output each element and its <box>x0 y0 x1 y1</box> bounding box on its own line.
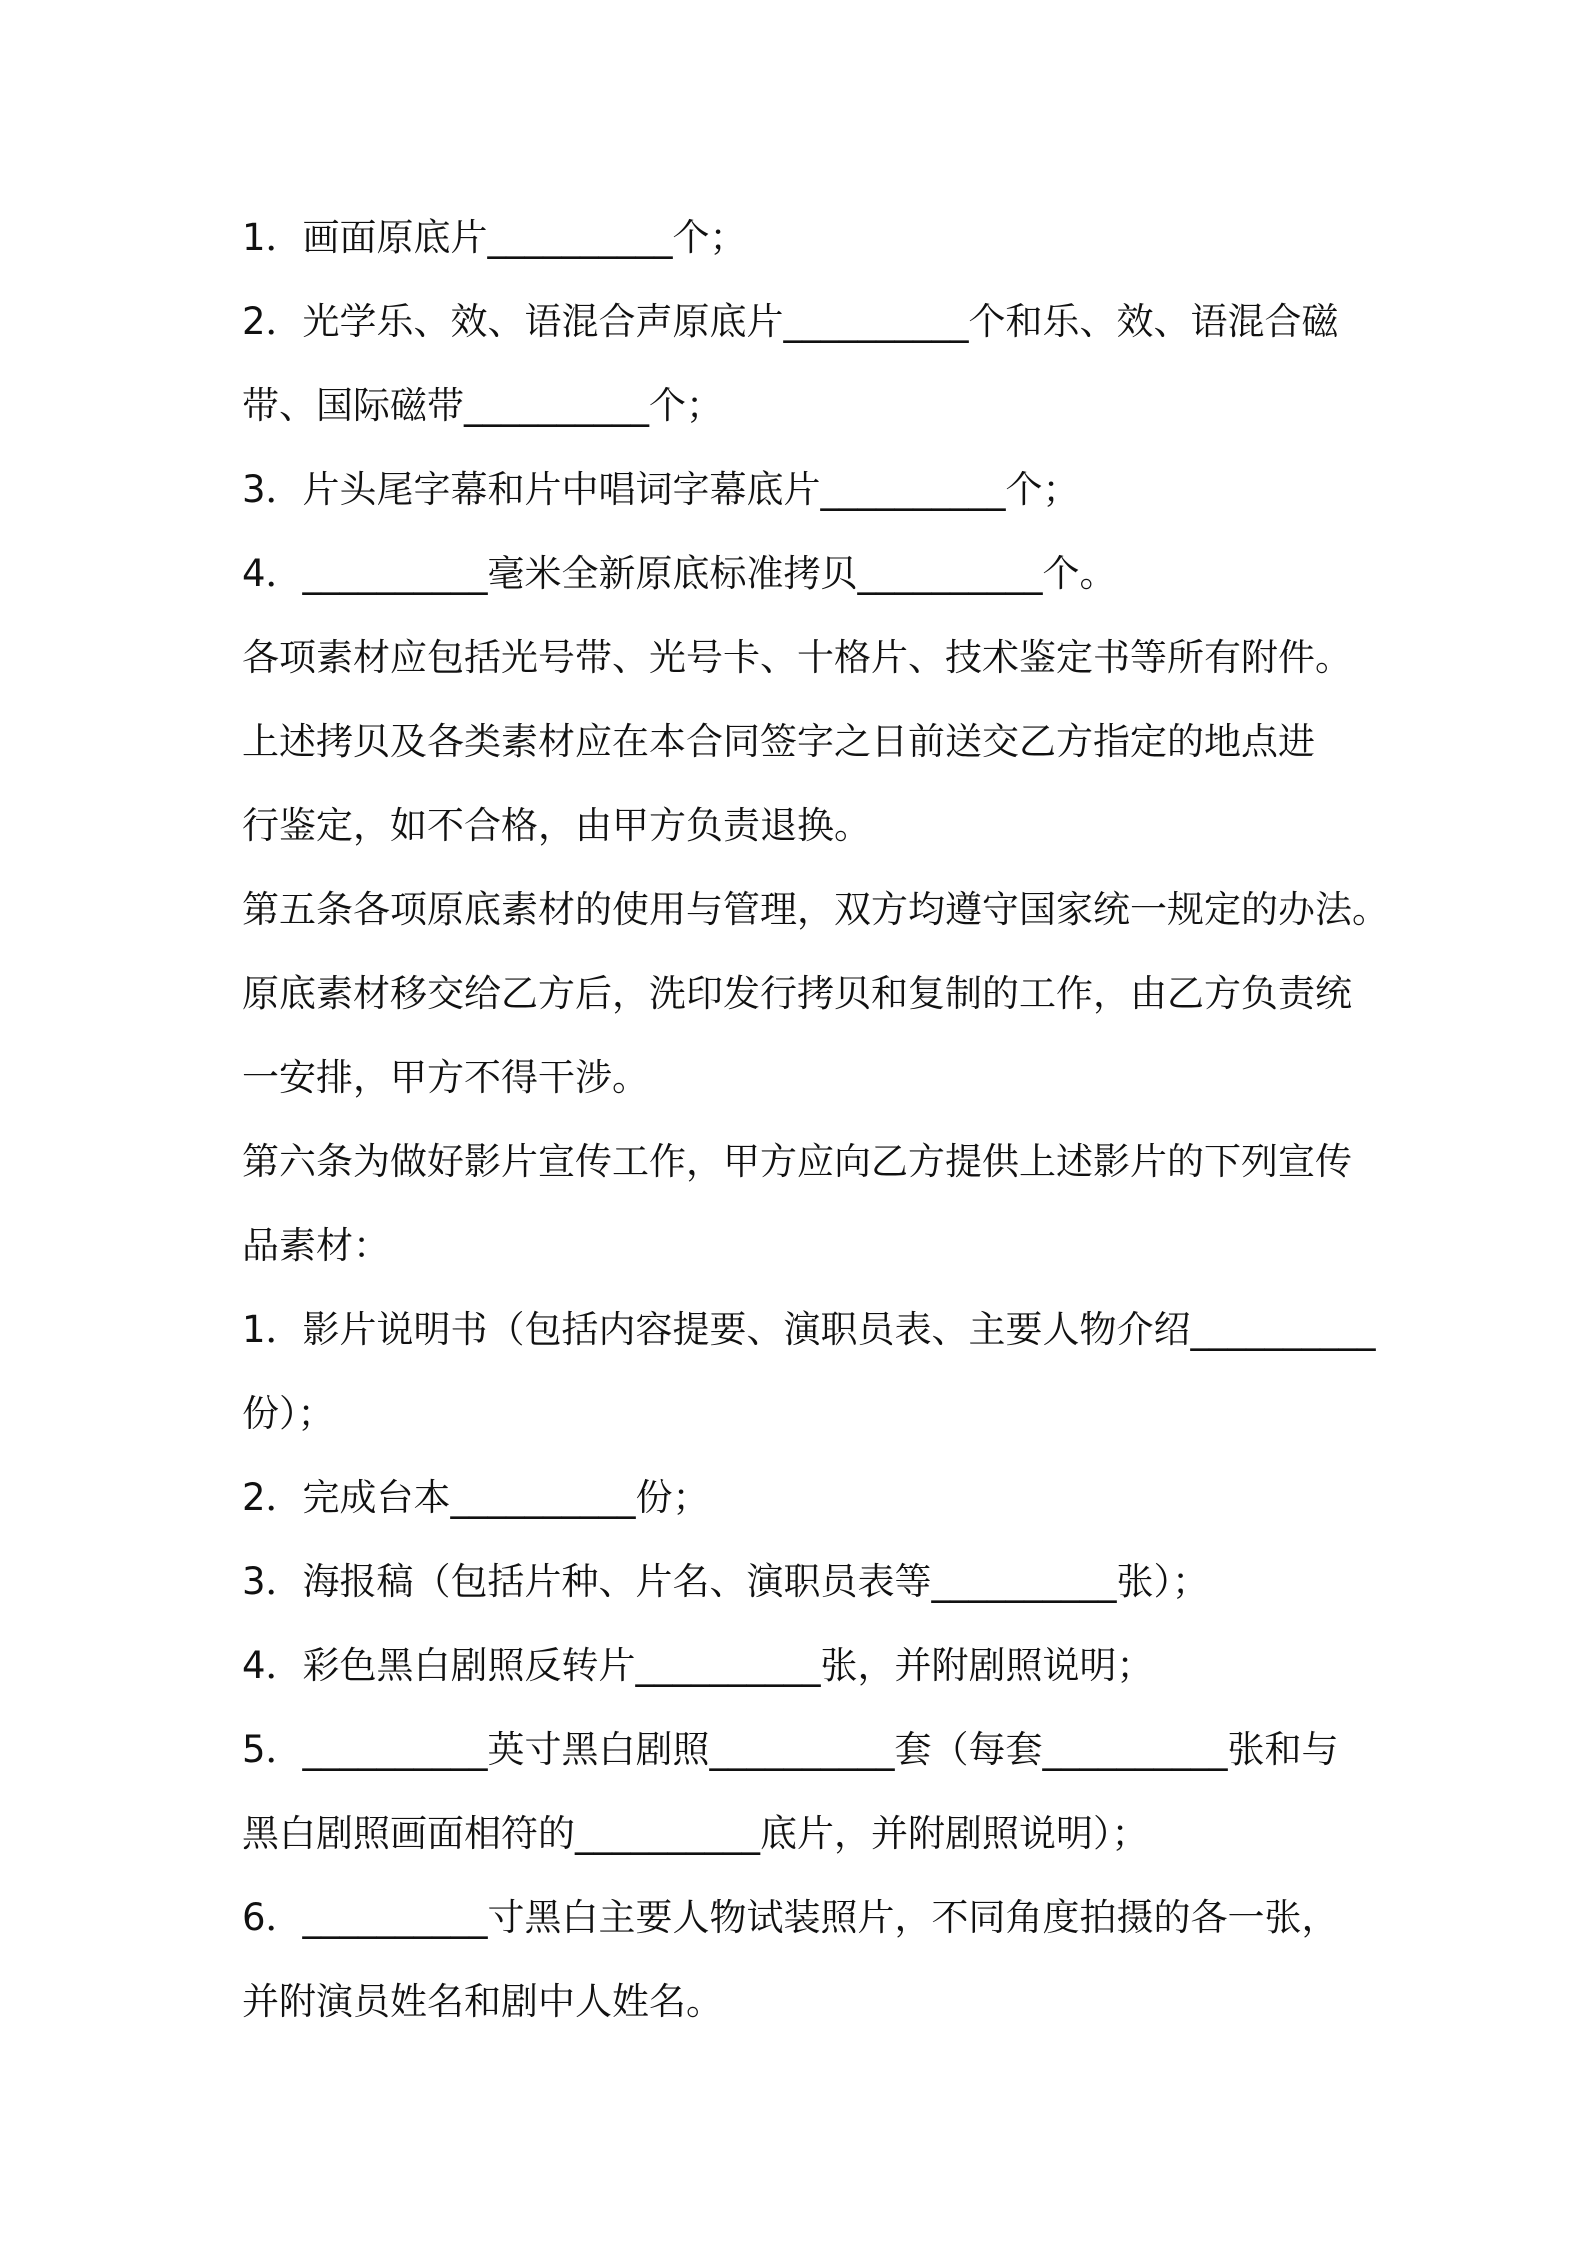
promo-item-4-slides: 4．彩色黑白剧照反转片__________张，并附剧照说明； <box>242 1644 1154 1687</box>
promo-item-3-poster: 3．海报稿（包括片种、片名、演职员表等__________张）； <box>242 1560 1210 1603</box>
delivery-paragraph: 上述拷贝及各类素材应在本合同签字之日前送交乙方指定的地点进 <box>242 720 1315 763</box>
promo-item-5-stills: 5．__________英寸黑白剧照__________套（每套__________张和与 <box>242 1728 1339 1771</box>
promo-item-1-continuation: 份）； <box>242 1392 335 1435</box>
article-5-body: 原底素材移交给乙方后，洗印发行拷贝和复制的工作，由乙方负责统 <box>242 972 1352 1015</box>
attachments-paragraph: 各项素材应包括光号带、光号卡、十格片、技术鉴定书等所有附件。 <box>242 636 1352 679</box>
item-3-title-negative: 3．片头尾字幕和片中唱词字幕底片__________个； <box>242 468 1080 511</box>
item-4-standard-copy: 4．__________毫米全新原底标准拷贝__________个。 <box>242 552 1117 595</box>
item-2-optical-sound-negative: 2．光学乐、效、语混合声原底片__________个和乐、效、语混合磁 <box>242 300 1339 343</box>
promo-item-2-script: 2．完成台本__________份； <box>242 1476 710 1519</box>
article-5-heading: 第五条各项原底素材的使用与管理，双方均遵守国家统一规定的办法。 <box>242 888 1389 931</box>
promo-item-6-continuation: 并附演员姓名和剧中人姓名。 <box>242 1980 723 2023</box>
item-2-continuation: 带、国际磁带__________个； <box>242 384 723 427</box>
promo-item-5-continuation: 黑白剧照画面相符的__________底片，并附剧照说明）； <box>242 1812 1149 1855</box>
delivery-paragraph-continuation: 行鉴定，如不合格，由甲方负责退换。 <box>242 804 871 847</box>
promo-item-1-brochure: 1．影片说明书（包括内容提要、演职员表、主要人物介绍__________ <box>242 1308 1376 1351</box>
contract-text <box>242 196 1389 2044</box>
article-5-body-continuation: 一安排，甲方不得干涉。 <box>242 1056 649 1099</box>
item-1-original-negative: 1．画面原底片__________个； <box>242 216 747 259</box>
article-6-heading: 第六条为做好影片宣传工作，甲方应向乙方提供上述影片的下列宣传 <box>242 1140 1352 1183</box>
article-6-heading-continuation: 品素材： <box>242 1224 390 1267</box>
promo-item-6-costume-photos: 6．__________寸黑白主要人物试装照片，不同角度拍摄的各一张， <box>242 1896 1339 1939</box>
